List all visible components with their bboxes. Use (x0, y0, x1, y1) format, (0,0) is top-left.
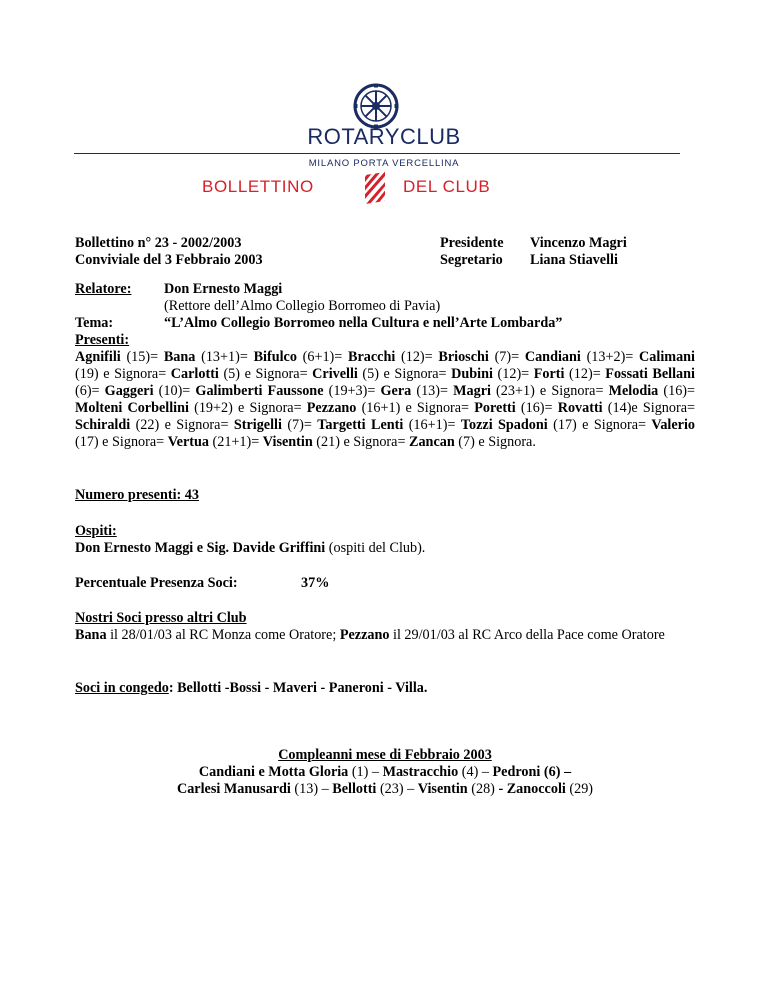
member-count: (19+2) e Signora= (188, 400, 307, 416)
bulletin-title-left: BOLLETTINO (202, 177, 314, 196)
member-name: Zancan (409, 434, 455, 450)
birthday-separator: – (478, 764, 493, 780)
member-count: (7) e Signora. (454, 434, 536, 450)
member-count: (5) e Signora= (218, 366, 313, 382)
member-count: (23+1) e Signora= (490, 383, 609, 399)
birthday-name: Visentin (417, 781, 468, 797)
member-count: (13+1)= (195, 349, 254, 365)
masthead-divider (74, 153, 680, 154)
visit-detail: il 28/01/03 al RC Monza come Oratore; (106, 627, 340, 643)
member-name: Bana (163, 349, 196, 365)
members-list (75, 349, 695, 451)
member-count: (16)= (658, 383, 696, 399)
speaker-role: (Rettore dell’Almo Collegio Borromeo di Pavia) (164, 298, 441, 314)
member-name: Carlotti (170, 366, 219, 382)
member-count: (14)e Signora= (602, 400, 696, 416)
guests-note: (ospiti del Club). (325, 540, 426, 556)
member-count: (12)= (564, 366, 606, 382)
visits-label: Nostri Soci presso altri Club (75, 610, 247, 626)
member-name: Visentin (262, 434, 313, 450)
masthead (0, 0, 768, 200)
member-name: Molteni Corbellini (75, 400, 189, 416)
member-count: (7)= (488, 349, 525, 365)
guests-line (75, 540, 425, 557)
member-count: (12)= (492, 366, 534, 382)
birthdays-list (75, 764, 695, 798)
birthday-day: (29) (565, 781, 594, 797)
member-name: Valerio (651, 417, 695, 433)
birthday-separator: – (403, 781, 418, 797)
member-count: (19) e Signora= (75, 366, 171, 382)
percentage-value: 37% (301, 575, 330, 591)
birthday-day: (6) (540, 764, 561, 780)
member-count: (17) e Signora= (547, 417, 652, 433)
member-name: Magri (453, 383, 491, 399)
secretary-name: Liana Stiavelli (530, 252, 618, 268)
present-label: Presenti: (75, 332, 130, 348)
guests-names: Don Ernesto Maggi e Sig. Davide Griffini (75, 540, 326, 556)
officer-roles (440, 235, 530, 269)
member-count: (7)= (281, 417, 318, 433)
leave-names: Bellotti -Bossi - Maveri - Paneroni - Villa. (177, 680, 428, 696)
member-name: Agnifili (75, 349, 121, 365)
birthday-day: (23) (376, 781, 404, 797)
speaker-name: Don Ernesto Maggi (164, 281, 283, 297)
attendance-count: Numero presenti: 43 (75, 487, 199, 503)
leave-line (75, 680, 427, 697)
member-count: (21+1)= (208, 434, 263, 450)
member-count: (22) e Signora= (130, 417, 234, 433)
member-name: Vertua (167, 434, 209, 450)
birthday-separator: – (318, 781, 333, 797)
percentage-label: Percentuale Presenza Soci: (75, 575, 238, 591)
president-name: Vincenzo Magri (530, 235, 627, 251)
speaker-label: Relatore: (75, 281, 132, 297)
birthday-separator: – (560, 764, 572, 780)
guests-label: Ospiti: (75, 523, 117, 539)
president-label: Presidente (440, 235, 504, 251)
member-name: Bifulco (253, 349, 297, 365)
officer-names (530, 235, 710, 269)
member-count: (21) e Signora= (312, 434, 409, 450)
member-count: (12)= (395, 349, 439, 365)
bulletin-title-right: DEL CLUB (403, 177, 491, 196)
topic-label: Tema: (75, 315, 114, 331)
birthday-name: Bellotti (332, 781, 377, 797)
member-name: Candiani (524, 349, 581, 365)
visit-name: Pezzano (339, 627, 390, 643)
birthday-name: Pedroni (492, 764, 541, 780)
birthday-name: Zanoccoli (506, 781, 566, 797)
member-count: (16+1)= (403, 417, 461, 433)
member-name: Pezzano (306, 400, 357, 416)
event-date: Conviviale del 3 Febbraio 2003 (75, 252, 263, 268)
member-name: Gaggeri (104, 383, 154, 399)
member-count: (10)= (153, 383, 196, 399)
member-name: Gera (380, 383, 412, 399)
rotary-wheel-emblem-icon (353, 83, 399, 129)
birthday-day: (13) (290, 781, 319, 797)
member-name: Dubini (451, 366, 493, 382)
secretary-label: Segretario (440, 252, 503, 268)
striped-flag-logo-icon (362, 172, 388, 204)
birthday-name: Candiani e Motta Gloria (198, 764, 349, 780)
member-name: Melodia (608, 383, 659, 399)
member-count: (13+2)= (580, 349, 640, 365)
member-name: Poretti (474, 400, 516, 416)
birthday-separator: - (494, 781, 507, 797)
member-count: (15)= (120, 349, 164, 365)
member-name: Galimberti Faussone (195, 383, 324, 399)
visits-text (75, 627, 695, 644)
birthday-day: (1) (348, 764, 369, 780)
member-name: Tozzi Spadoni (460, 417, 548, 433)
member-name: Targetti Lenti (317, 417, 404, 433)
member-name: Forti (533, 366, 565, 382)
member-name: Brioschi (438, 349, 489, 365)
member-name: Rovatti (557, 400, 603, 416)
member-count: (17) e Signora= (75, 434, 168, 450)
member-name: Crivelli (312, 366, 358, 382)
member-name: Strigelli (233, 417, 282, 433)
member-count: (16+1) e Signora= (356, 400, 475, 416)
member-count: (19+3)= (323, 383, 381, 399)
member-name: Calimani (639, 349, 695, 365)
member-count: (6)= (75, 383, 105, 399)
visit-name: Bana (75, 627, 107, 643)
member-name: Fossati Bellani (605, 366, 695, 382)
member-count: (5) e Signora= (357, 366, 452, 382)
member-count: (16)= (515, 400, 558, 416)
member-count: (13)= (411, 383, 454, 399)
member-name: Schiraldi (75, 417, 131, 433)
member-name: Bracchi (348, 349, 396, 365)
member-count: (6+1)= (296, 349, 349, 365)
birthday-day: (28) (467, 781, 495, 797)
club-title: ROTARYCLUB (307, 124, 461, 149)
bulletin-info (75, 235, 375, 269)
birthday-name: Carlesi Manusardi (176, 781, 291, 797)
bulletin-number: Bollettino n° 23 - 2002/2003 (75, 235, 242, 251)
leave-sep: : (168, 680, 178, 696)
visit-detail: il 29/01/03 al RC Arco della Pace come Oratore (389, 627, 665, 643)
birthday-name: Mastracchio (382, 764, 459, 780)
club-location: MILANO PORTA VERCELLINA (308, 158, 460, 169)
leave-label: Soci in congedo (75, 680, 169, 696)
birthday-day: (4) (458, 764, 479, 780)
birthday-separator: – (368, 764, 383, 780)
topic-text: “L’Almo Collegio Borromeo nella Cultura e nell’Arte Lombarda” (164, 315, 563, 331)
birthdays-title: Compleanni mese di Febbraio 2003 (278, 747, 492, 763)
